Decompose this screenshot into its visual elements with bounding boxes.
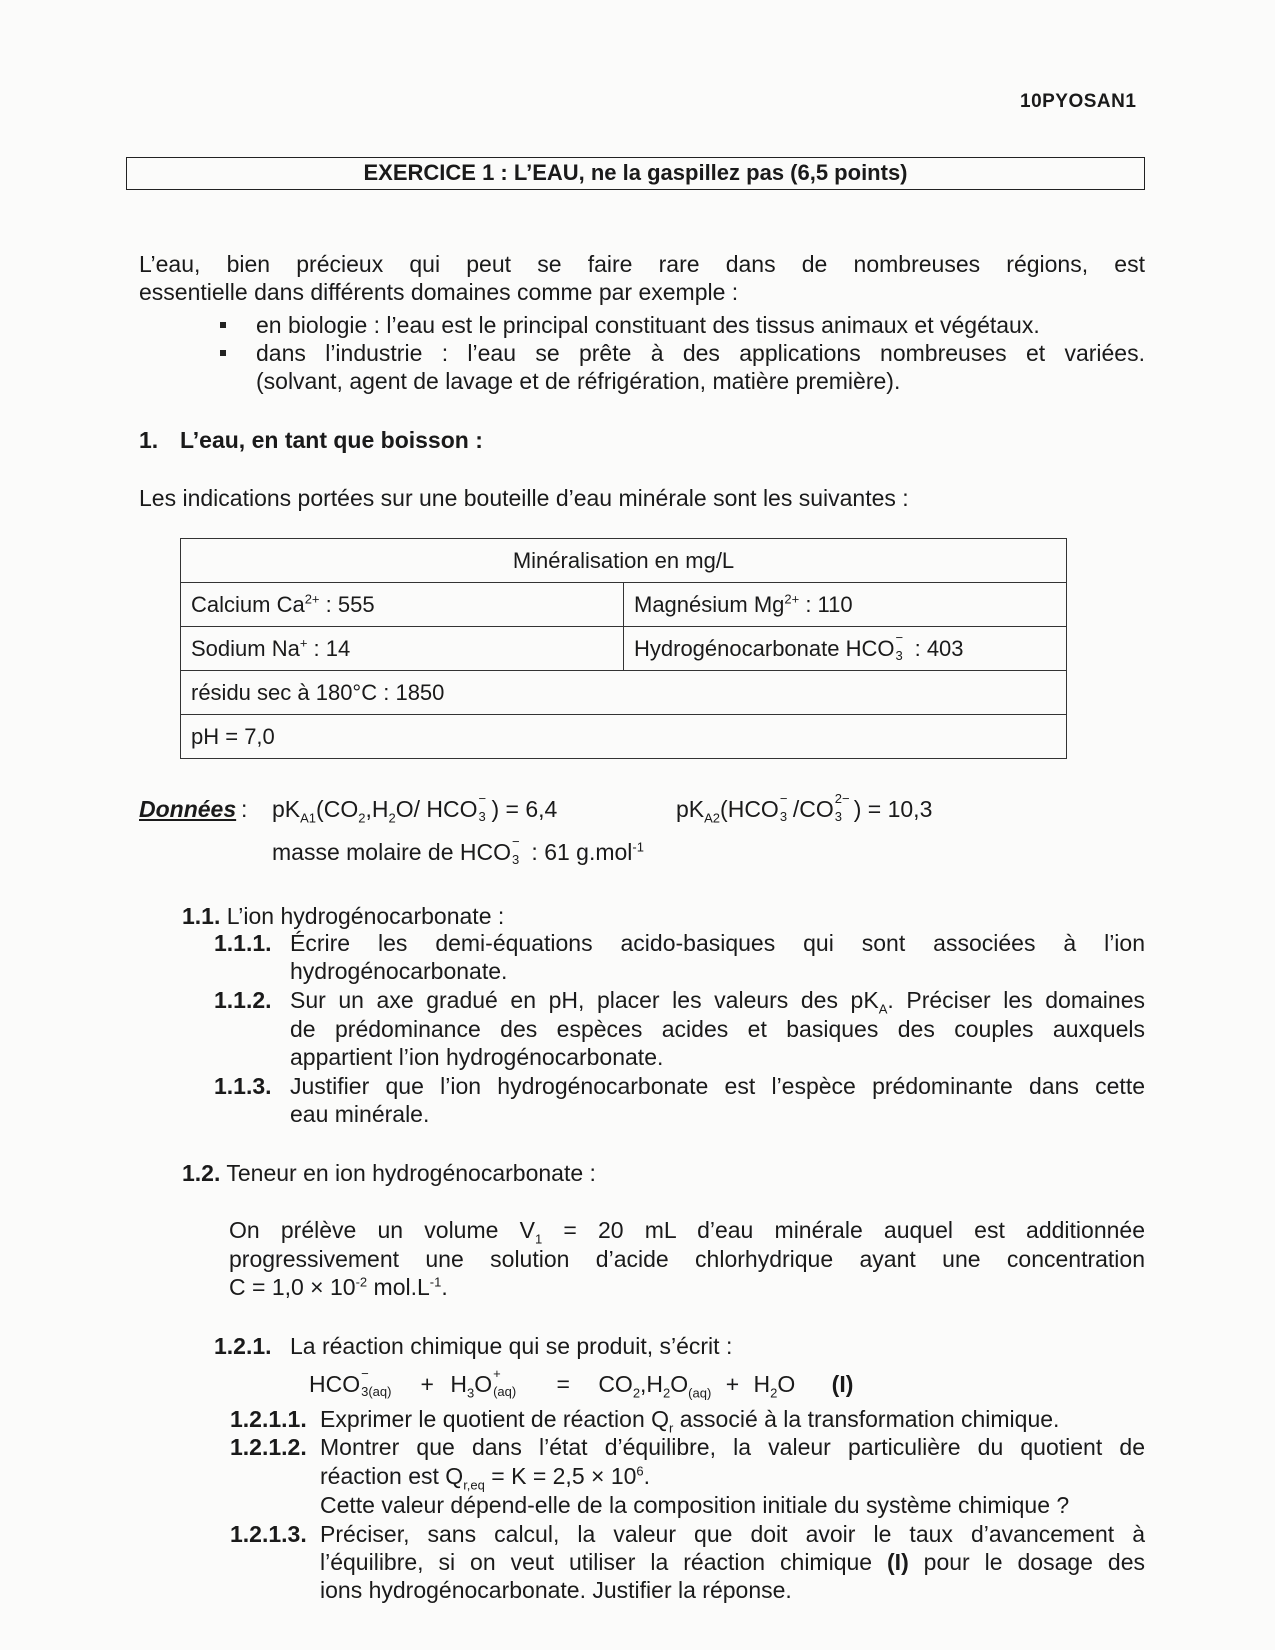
exam-code: 10PYOSAN1 [1020, 91, 1137, 112]
question-1-1-1-line-1: Écrire les demi-équations acido-basiques qui sont associées à l’ion [290, 930, 1145, 956]
reaction-equation: HCO − 3(aq) + $H_3O$ + (aq) = $CO_2,H_2O_{(aq)} + H_2O$ (I) [309, 1366, 854, 1401]
question-1-2-1-3-number: 1.2.1.3. [230, 1521, 307, 1547]
table-row [181, 715, 1067, 759]
calcium-cell: Calcium $Ca^{2+}$ : 555 [181, 583, 624, 627]
section-title: L’eau, en tant que boisson : [180, 427, 483, 453]
question-1-2-1-3-line-3: ions hydrogénocarbonate. Justifier la réponse. [320, 1577, 792, 1603]
question-1-2-1-3-line-2: l’équilibre, si on veut utiliser la réaction chimique (I) pour le dosage des [320, 1549, 1145, 1575]
table-row [181, 539, 1067, 583]
exercise-title: EXERCICE 1 : L’EAU, ne la gaspillez pas (6,5 points) [126, 157, 1145, 190]
question-1-2-1-2-line-3: Cette valeur dépend-elle de la composition initiale du système chimique ? [320, 1492, 1070, 1518]
table-row [181, 583, 1067, 627]
question-1-2-1-3-line-1: Préciser, sans calcul, la valeur que doit avoir le taux d’avancement à [320, 1521, 1145, 1547]
bullet-text: dans l’industrie : l’eau se prête à des applications nombreuses et variées. [256, 340, 1145, 366]
question-1-2-1-1-number: 1.2.1.1. [230, 1406, 307, 1432]
question-1-2-1-2-line-1: Montrer que dans l’état d’équilibre, la valeur particulière du quotient de [320, 1434, 1145, 1460]
section-number: 1. [139, 427, 159, 453]
table-row [181, 627, 1067, 671]
donnees-colon: : [241, 796, 248, 822]
magnesium-cell: Magnésium $Mg^{2+}$ : 110 [624, 583, 1067, 627]
indications-sentence: Les indications portées sur une bouteille d’eau minérale sont les suivantes : [139, 485, 909, 511]
donnees-label: Données [139, 796, 237, 822]
question-1-2-1-number: 1.2.1. [214, 1333, 272, 1359]
table-header: Minéralisation en mg/L [181, 539, 1067, 583]
molar-mass: masse molaire de HCO − 3 : 61 g.mol$^{-1}$ [272, 834, 644, 867]
residu-cell: résidu sec à 180°C : 1850 [181, 671, 1067, 715]
equation-label: (I) [831, 1371, 854, 1397]
paragraph-1-2-line-3: $C = 1,0 \times 10^{-2}$ $mol.L^{-1}$. [229, 1274, 448, 1300]
paragraph-1-2-line-1: On prélève un volume $V_1 = 20$ mL d’eau minérale auquel est additionnée [229, 1217, 1145, 1247]
bullet-square-icon [220, 350, 226, 356]
question-1-2-1-2-number: 1.2.1.2. [230, 1434, 307, 1460]
question-1-1-2-line-3: appartient l’ion hydrogénocarbonate. [290, 1044, 664, 1070]
question-1-2: 1.2. Teneur en ion hydrogénocarbonate : [182, 1160, 596, 1186]
ph-cell: pH = 7,0 [181, 715, 1067, 759]
intro-line-1: L’eau, bien précieux qui peut se faire rare dans de nombreuses régions, est [139, 251, 1145, 277]
intro-line-2: essentielle dans différents domaines comme par exemple : [139, 279, 739, 305]
question-1-1: 1.1. L’ion hydrogénocarbonate : [182, 903, 505, 929]
question-1-2-1-1-text: Exprimer le quotient de réaction $Q_r$ associé à la transformation chimique. [320, 1406, 1060, 1436]
pka1-value: $pK_{A1}(CO_2,H_2O/$ HCO − 3 ) = 6,4 [272, 791, 558, 826]
question-1-1-1-number: 1.1.1. [214, 930, 272, 956]
question-1-1-1-line-2: hydrogénocarbonate. [290, 958, 508, 984]
question-1-1-2-number: 1.1.2. [214, 987, 272, 1013]
sodium-cell: Sodium Na+ : 14 [181, 627, 624, 671]
bullet-square-icon [220, 322, 226, 328]
hydrogenocarbonate-cell: Hydrogénocarbonate HCO − 3 : 403 [624, 627, 1067, 671]
table-row [181, 671, 1067, 715]
question-1-1-3-number: 1.1.3. [214, 1073, 272, 1099]
bullet-text: en biologie : l’eau est le principal constituant des tissus animaux et végétaux. [256, 312, 1040, 338]
question-1-1-2-line-1: Sur un axe gradué en pH, placer les valeurs des $pK_A$. Préciser les domaines [290, 987, 1145, 1017]
pka2-value: $pK_{A2}(HCO$ − 3 /CO 2− 3 ) = 10,3 [676, 791, 933, 826]
question-1-2-1-2-line-2: réaction est $Q_{r,eq} = K = 2,5 \times 10^6$. [320, 1463, 651, 1493]
question-1-1-3-line-2: eau minérale. [290, 1101, 430, 1127]
paragraph-1-2-line-2: progressivement une solution d’acide chlorhydrique ayant une concentration [229, 1246, 1145, 1272]
question-1-2-1-text: La réaction chimique qui se produit, s’écrit : [290, 1333, 733, 1359]
bullet-industrie-continuation: (solvant, agent de lavage et de réfrigération, matière première). [256, 368, 901, 394]
mineralisation-table [180, 538, 1067, 759]
question-1-1-3-line-1: Justifier que l’ion hydrogénocarbonate est l’espèce prédominante dans cette [290, 1073, 1145, 1099]
question-1-1-2-line-2: de prédominance des espèces acides et basiques des couples auxquels [290, 1016, 1145, 1042]
